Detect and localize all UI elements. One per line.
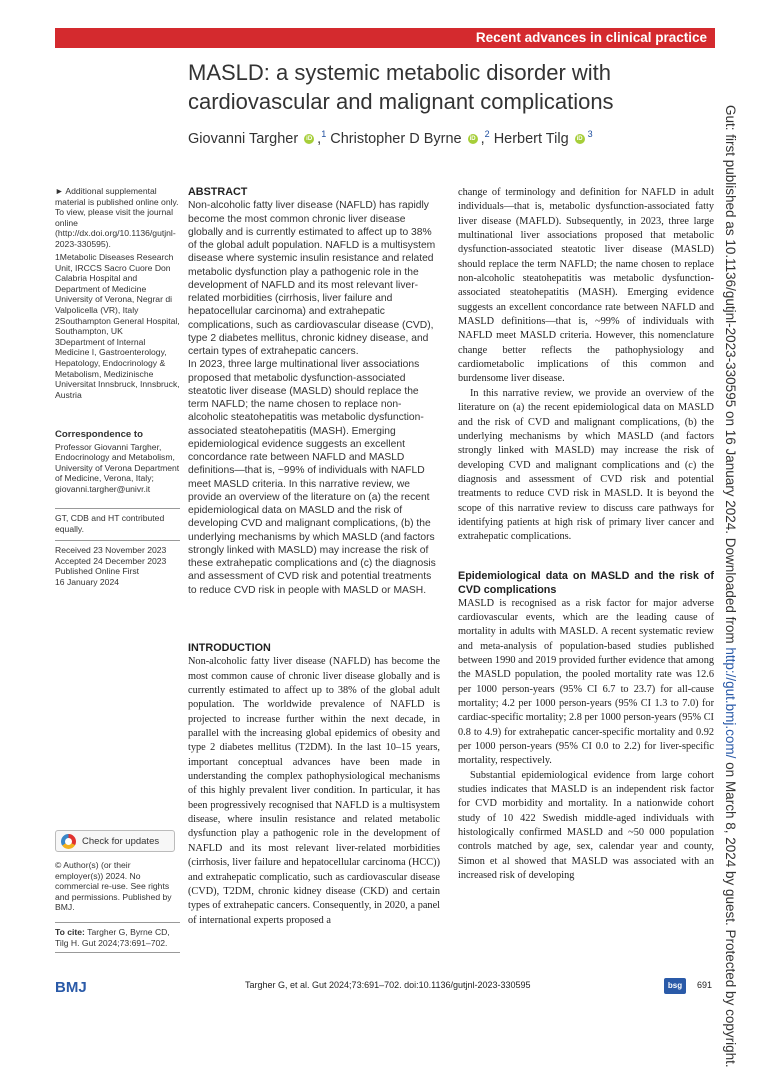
abstract-paragraph: In 2023, three large multinational liver associations proposed that metabolic dysfunction-associated steatotic liver disease (MASLD) should replace the term NAFLD; the name chosen to replace non-alcoholic steatohepatitis was metabolic dysfunction-associated steatohepatitis (MASH). Emerging epidemiological evidence suggests an excellent concordance rate between NAFLD and MASLD definitions—that is, ~99% of individuals with NAFLD meet MASLD criteria. In this narrative review, we provide an overview of the literature on (a) the recent epidemiological data on MASLD and the risk of developing CVD and malignant complications, (b) the underlying mechanisms by which MASLD (and factors strongly linked with MASLD) may increase the risk of these extrahepatic complications and (c) the diagnosis and assessment of CVD risk and potential treatments to reduce CVD risk in people with MASLD or MASH. <box>188 359 436 596</box>
abstract-paragraph: Non-alcoholic fatty liver disease (NAFLD) has rapidly become the most common chronic liver disease globally and is currently estimated to affect up to 38% of the global adult population. NAFLD is a multisystem disease where systemic insulin resistance and related metabolic dysfunction play a pathogenic role in the development of NAFLD and its most relevant liver-related morbidities (cirrhosis, liver failure and hepatocellular carcinoma) and extrahepatic complications, such as cardiovascular disease (CVD), type 2 diabetes mellitus, chronic kidney disease, and certain types of extrahepatic cancers. <box>188 200 436 357</box>
orcid-icon[interactable]: iD <box>469 136 476 143</box>
cite-box <box>55 922 180 953</box>
author-name[interactable]: Giovanni Targher <box>188 131 299 147</box>
abstract-heading: ABSTRACT <box>188 186 248 198</box>
body-paragraph: change of terminology and definition for NAFLD in adult individuals—that is, metabolic dysfunction-associated fatty liver disease (MAFLD). Subsequently, in 2023, three large multinational liver associations proposed that metabolic dysfunction-associated steatotic liver disease (MASLD) should replace the term NAFLD; the name chosen to replace non-alcoholic steatohepatitis was metabolic dysfunction-associated steatohepatitis (MASH). Emerging evidence suggests an excellent concordance rate between NAFLD and MASLD definitions—that is, ~99% of individuals with NAFLD meet MASLD criteria. However, this nomenclature change better reflects the pathophysiology and cardiometabolic implications of this common and burdensome liver disease. <box>458 187 714 385</box>
author-name[interactable]: Herbert Tilg <box>493 131 569 147</box>
crossmark-icon <box>61 834 76 849</box>
affiliation-2: 2Southampton General Hospital, Southampton, UK <box>55 315 180 337</box>
introduction-heading: INTRODUCTION <box>188 642 271 654</box>
body-paragraph: Substantial epidemiological evidence from large cohort studies indicates that MASLD is an independent risk factor for CVD morbidity and mortality. In a nationwide cohort study of 10 422 Swedish middle-aged individuals with histologically confirmed MASLD and ~50 000 population controls matched by age, sex, calendar year and county, Simon et al showed that MASLD was associated with an increased risk of developing <box>458 769 714 882</box>
bsg-logo: bsg <box>664 978 686 994</box>
bmj-logo[interactable]: BMJ <box>55 979 87 996</box>
journal-link[interactable]: http://gut.bmj.com/ <box>723 647 738 759</box>
article-dates: Received 23 November 2023 Accepted 24 December 2023 Published Online First 16 January 2024 <box>55 545 167 587</box>
cite-text: Targher G, Byrne CD, Tilg H. Gut 2024;73:691–702. <box>55 927 170 948</box>
author-name[interactable]: Christopher D Byrne <box>330 131 462 147</box>
affiliation-3: 3Department of Internal Medicine I, Gastroenterology, Hepatology, Endocrinology & Metabolism, Medizinische Universitat Innsbruck, Innsbruck, Austria <box>55 336 180 400</box>
divider <box>55 508 180 509</box>
supplemental-note: ► Additional supplemental material is published online only. To view, please visit the journal online (http://dx.doi.org/10.1136/gutjnl-2023-330595). <box>55 186 179 249</box>
contribution-note: GT, CDB and HT contributed equally. <box>55 513 165 534</box>
footer-citation: Targher G, et al. Gut 2024;73:691–702. doi:10.1136/gutjnl-2023-330595 <box>245 980 531 990</box>
body-paragraph: In this narrative review, we provide an overview of the literature on (a) the recent epidemiological data on MASLD and the risk of CVD and malignant complications, (b) the underlying mechanisms by which MASLD (and factors strongly linked with MASLD) may increase the risk of developing CVD and malignant complications and (c) the diagnosis and assessment of CVD risk and potential treatments to reduce CVD risk in MASLD. It is beyond the scope of this narrative review to discuss care pathways for identifying patients at high risk of primary liver cancer and extrahepatic complications. <box>458 387 714 543</box>
affiliations <box>55 252 180 400</box>
body-paragraph: MASLD is recognised as a risk factor for major adverse cardiovascular events, which are the leading cause of mortality in adults with MASLD. A recent systematic review and meta-analysis of population-based studies published between 1990 and 2019 provided further evidence that among the MASLD population, the pooled mortality rate was 12.6 per 1000 person-years (95% CI 6.7 to 23.7) for all-cause mortality; 4.2 per 1000 person-years (95% CI 1.3 to 7.0) for cardiac-specific mortality; 2.8 per 1000 person-years (95% CI 0.8 to 4.9) for extrahepatic cancer-specific mortality and 0.92 per 1000 person-years (95% CI 0.0 to 2.2) for liver-specific mortality, respectively. <box>458 597 714 767</box>
cite-label: To cite: <box>55 927 85 937</box>
download-notice: Gut: first published as 10.1136/gutjnl-2023-330595 on 16 January 2024. Downloaded from http://gut.bmj.com/ on March 8, 2024 by guest. Protected by copyright. <box>723 105 738 1068</box>
orcid-icon[interactable]: iD <box>576 136 583 143</box>
section-banner: Recent advances in clinical practice <box>55 28 715 48</box>
correspondence <box>55 430 180 495</box>
introduction-text: Non-alcoholic fatty liver disease (NAFLD) has become the most common cause of chronic liver disease globally and is currently estimated to affect up to 38% of the global adult population. The worldwide prevalence of NAFLD is projected to increase further within the next decade, in parallel with the increasing global epidemics of obesity and type 2 diabetes mellitus (T2DM). In the last 10–15 years, important conceptual advances have been made in understanding the complex pathophysiological mechanisms of this highly prevalent liver condition. In particular, it has been progressively recognised that NAFLD is a multisystem disease, where insulin resistance and related metabolic dysfunction play a pathogenic role in the development of NAFLD and its most relevant liver-related morbidities (cirrhosis, liver failure and hepatocellular carcinoma (HCC)) and extrahepatic complicatio, such as cardiovascular disease (CVD), T2DM, chronic kidney disease (CKD) and certain types of extrahepatic cancers. Consequently, in 2020, a panel of international experts proposed a <box>188 656 440 926</box>
check-for-updates-button[interactable]: Check for updates <box>55 830 175 852</box>
divider <box>55 540 180 541</box>
orcid-icon[interactable]: iD <box>306 136 313 143</box>
section-heading: Epidemiological data on MASLD and the risk of CVD complications <box>458 569 714 596</box>
article-title: MASLD: a systemic metabolic disorder with cardiovascular and malignant complications <box>188 60 614 114</box>
correspondence-heading: Correspondence to <box>55 429 143 440</box>
author-list: Giovanni Targher iD ,$^1$ Christopher D Byrne iD ,$^2$ Herbert Tilg iD $^3$ <box>188 129 593 147</box>
affiliation-1: 1Metabolic Diseases Research Unit, IRCCS Sacro Cuore Don Calabria Hospital and Department of Medicine University of Verona, Negrar di Valpolicella (VR), Italy <box>55 252 174 315</box>
correspondence-text[interactable]: Professor Giovanni Targher, Endocrinology and Metabolism, University of Verona Department of Medicine, Verona, Italy; giovanni.targher@univr.it <box>55 441 180 494</box>
introduction <box>188 641 440 928</box>
abstract <box>188 186 440 597</box>
page-number: 691 <box>697 980 713 990</box>
body-right-column <box>458 186 714 883</box>
copyright-notice: © Author(s) (or their employer(s)) 2024. No commercial re-use. See rights and permissions. Published by BMJ. <box>55 860 172 913</box>
